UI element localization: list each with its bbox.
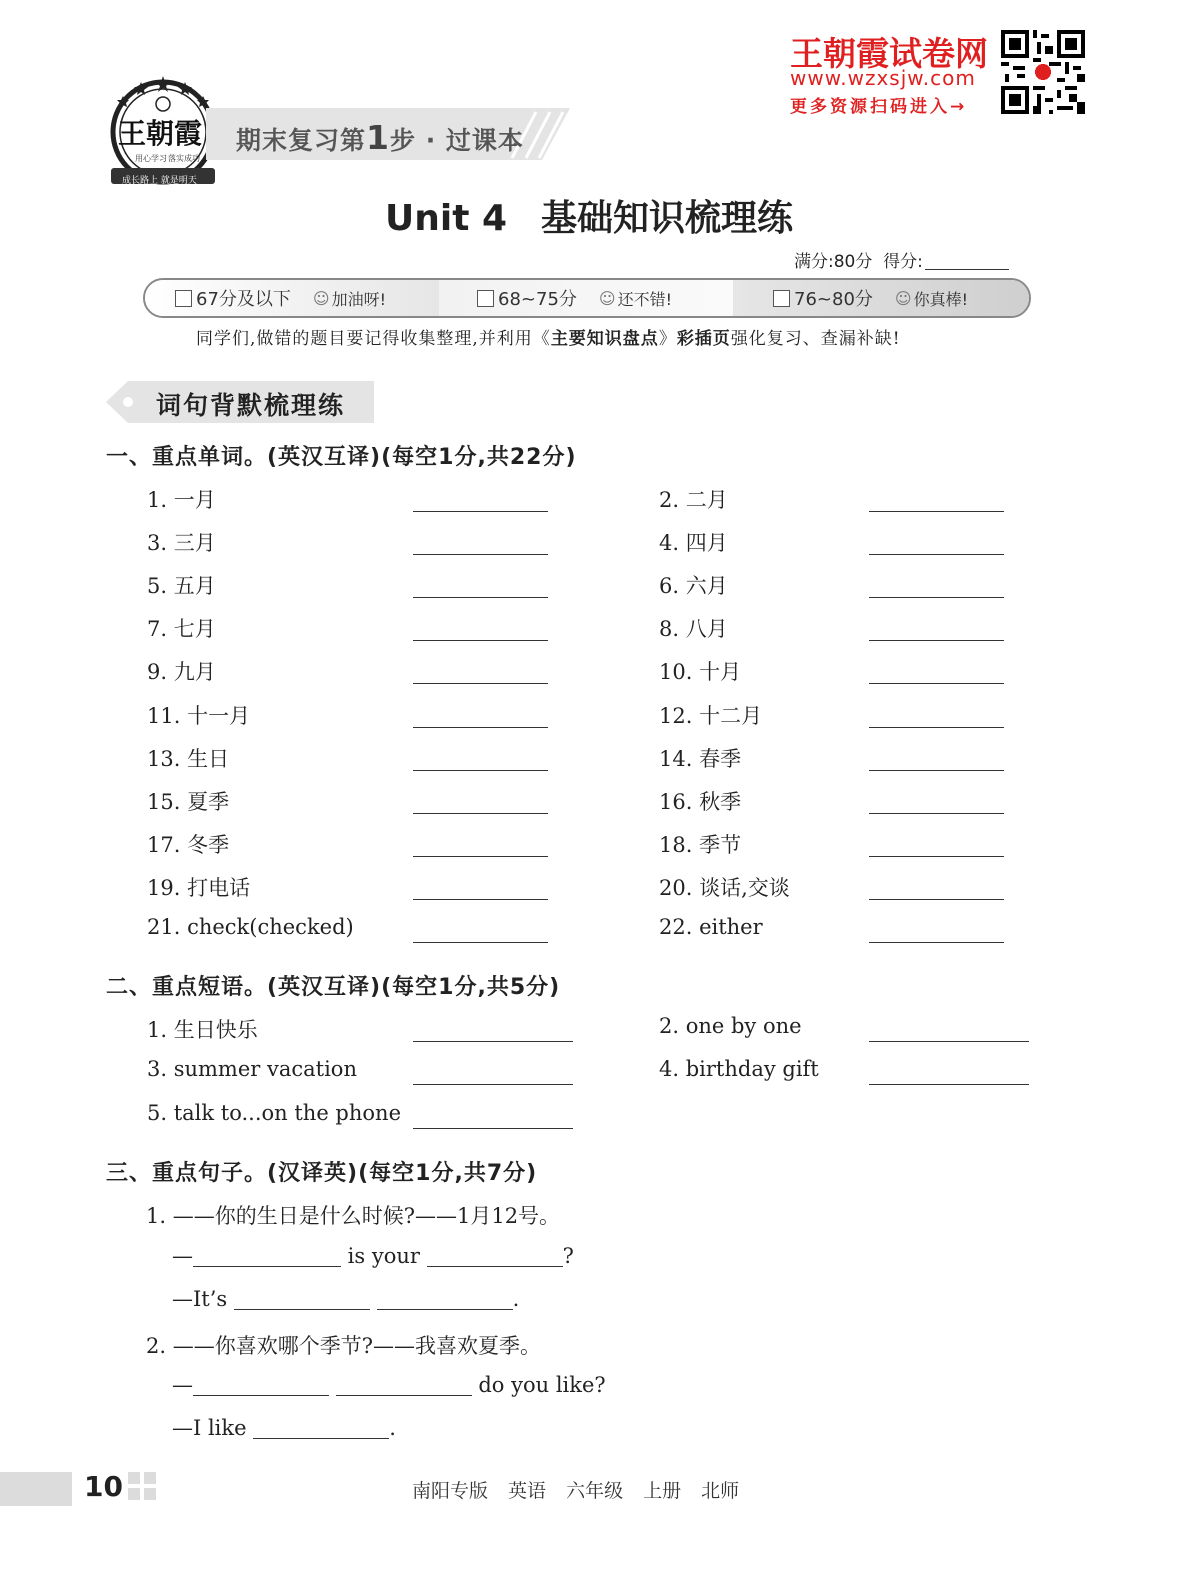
answer-blank[interactable] — [193, 1246, 341, 1267]
answer-blank[interactable] — [413, 856, 548, 857]
part2-heading: 二、重点短语。(英汉互译)(每空1分,共5分) — [106, 975, 561, 1000]
grade-option-2[interactable] — [439, 280, 733, 316]
part1-heading: 一、重点单词。(英汉互译)(每空1分,共22分) — [106, 445, 577, 470]
phrase-item: 5. talk to...on the phone — [147, 1100, 401, 1125]
vocab-item: 2. 二月 — [659, 488, 728, 512]
logo-ribbon: 成长路上 就是明天 — [122, 176, 197, 186]
page-number: 10 — [84, 1470, 123, 1503]
study-tip — [196, 324, 901, 349]
title-name: 基础知识梳理练 — [541, 198, 794, 239]
vocab-item: 8. 八月 — [659, 617, 728, 642]
section-label: 词句背默梳理练 — [156, 391, 346, 420]
footer-edition-info: 南阳专版 英语 六年级 上册 北师 — [412, 1480, 740, 1502]
answer-blank[interactable] — [869, 683, 1004, 684]
answer-blank[interactable] — [413, 1128, 573, 1129]
brand-slogan: 更多资源扫码进入→ — [790, 97, 968, 117]
vocab-item: 20. 谈话,交谈 — [659, 875, 790, 900]
q1-answer-line-1 — [172, 1244, 574, 1268]
vocab-item: 5. 五月 — [147, 574, 216, 599]
grade-message: 加油呀! — [331, 289, 387, 309]
vocab-item: 22. either — [659, 915, 763, 939]
vocab-item: 16. 秋季 — [659, 789, 742, 814]
brand-name: 王朝霞试卷网 — [790, 34, 988, 73]
answer-blank[interactable] — [869, 511, 1004, 512]
answer-blank[interactable] — [869, 554, 1004, 555]
dash: — — [172, 1373, 193, 1397]
answer-blank[interactable] — [427, 1246, 563, 1267]
q1-prompt: 1. ——你的生日是什么时候?——1月12号。 — [146, 1204, 561, 1228]
answer-blank[interactable] — [413, 511, 548, 512]
answer-blank[interactable] — [869, 1041, 1029, 1042]
vocab-item: 11. 十一月 — [147, 703, 251, 728]
step-banner-text — [236, 118, 524, 157]
answer-blank[interactable] — [413, 1084, 573, 1085]
unit-label: Unit 4 — [385, 198, 507, 239]
banner-suffix: 步 · 过课本 — [389, 126, 524, 155]
vocab-item: 10. 十月 — [659, 660, 742, 685]
vocab-item: 15. 夏季 — [147, 789, 230, 814]
grade-message: 你真棒! — [913, 289, 968, 309]
dash: — — [172, 1244, 193, 1268]
grade-bar — [143, 278, 1031, 318]
phrase-item: 3. summer vacation — [147, 1057, 357, 1082]
sentence-text: ? — [562, 1244, 574, 1268]
phrase-item: 1. 生日快乐 — [147, 1018, 258, 1042]
vocab-item: 12. 十二月 — [659, 703, 763, 728]
answer-blank[interactable] — [377, 1289, 513, 1310]
vocab-item: 21. check(checked) — [147, 915, 354, 939]
part3-heading: 三、重点句子。(汉译英)(每空1分,共7分) — [106, 1161, 538, 1186]
score-line — [794, 247, 1009, 272]
vocab-item: 1. 一月 — [147, 488, 216, 512]
sentence-text: do you like? — [471, 1373, 606, 1397]
tip-text: 》 — [658, 329, 677, 349]
q2-answer-line-1 — [172, 1373, 606, 1397]
sentence-text: . — [512, 1287, 520, 1311]
smiley-icon: ☺ — [312, 288, 330, 308]
vocab-item: 4. 四月 — [659, 531, 728, 556]
vocab-item: 7. 七月 — [147, 617, 216, 642]
answer-blank[interactable] — [869, 942, 1004, 943]
vocab-item: 19. 打电话 — [147, 875, 251, 900]
q2-prompt: 2. ——你喜欢哪个季节?——我喜欢夏季。 — [146, 1334, 541, 1358]
banner-prefix: 期末复习第 — [236, 126, 367, 155]
answer-blank[interactable] — [869, 770, 1004, 771]
answer-blank[interactable] — [413, 640, 548, 641]
vocab-item: 6. 六月 — [659, 574, 728, 599]
grade-range: 76~80分 — [794, 289, 873, 310]
answer-blank[interactable] — [336, 1375, 472, 1396]
answer-blank[interactable] — [869, 597, 1004, 598]
full-score: 满分:80分 — [794, 252, 873, 272]
tip-bold-text: 主要知识盘点 — [550, 329, 659, 349]
sentence-text: is your — [341, 1244, 427, 1268]
tip-text: 强化复习、查漏补缺! — [730, 329, 901, 349]
q1-answer-line-2 — [172, 1287, 519, 1311]
page-title — [385, 190, 793, 241]
checkbox-icon[interactable] — [477, 290, 494, 307]
sentence-text: —It’s — [172, 1287, 234, 1311]
answer-blank[interactable] — [413, 770, 548, 771]
logo-motto-right: 落实成功 — [168, 154, 200, 163]
answer-blank[interactable] — [413, 683, 548, 684]
sentence-text: —I like — [172, 1416, 254, 1440]
grade-range: 67分及以下 — [196, 289, 291, 310]
answer-blank[interactable] — [413, 813, 548, 814]
answer-blank[interactable] — [869, 1084, 1029, 1085]
answer-blank[interactable] — [234, 1289, 370, 1310]
got-score-blank[interactable] — [925, 269, 1009, 270]
vocab-item: 9. 九月 — [147, 660, 216, 685]
sentence-text: . — [389, 1416, 396, 1440]
answer-blank[interactable] — [869, 813, 1004, 814]
logo-motto-left: 用心学习 — [135, 154, 167, 163]
grade-option-3[interactable] — [733, 280, 1029, 316]
answer-blank[interactable] — [869, 856, 1004, 857]
answer-blank[interactable] — [253, 1418, 389, 1439]
logo-name: 王朝霞 — [118, 117, 203, 150]
answer-blank[interactable] — [869, 640, 1004, 641]
answer-blank[interactable] — [193, 1375, 329, 1396]
checkbox-icon[interactable] — [175, 290, 192, 307]
vocab-item: 14. 春季 — [659, 746, 742, 771]
footer-bar — [0, 1472, 160, 1506]
q2-answer-line-2 — [172, 1416, 396, 1440]
vocab-item: 13. 生日 — [147, 746, 230, 771]
answer-blank[interactable] — [413, 597, 548, 598]
smiley-icon: ☺ — [598, 288, 616, 308]
checkbox-icon[interactable] — [773, 290, 790, 307]
grade-message: 还不错! — [617, 289, 672, 309]
vocab-item: 18. 季节 — [659, 832, 742, 857]
tip-text: 同学们,做错的题目要记得收集整理,并利用《 — [196, 329, 551, 349]
answer-blank[interactable] — [413, 942, 548, 943]
banner-step-number: 1 — [366, 118, 390, 157]
answer-blank[interactable] — [413, 554, 548, 555]
answer-blank[interactable] — [413, 727, 548, 728]
grade-option-1[interactable] — [145, 280, 439, 316]
vocab-item: 3. 三月 — [147, 531, 216, 556]
vocab-item: 17. 冬季 — [147, 832, 230, 857]
smiley-icon: ☺ — [894, 288, 912, 308]
phrase-item: 4. birthday gift — [659, 1057, 819, 1082]
qr-code-icon[interactable] — [1001, 30, 1085, 114]
grade-range: 68~75分 — [498, 289, 577, 310]
answer-blank[interactable] — [869, 899, 1004, 900]
phrase-item: 2. one by one — [659, 1014, 802, 1038]
answer-blank[interactable] — [413, 1041, 573, 1042]
tip-bold-text: 彩插页 — [676, 329, 731, 349]
brand-url[interactable]: www.wzxsjw.com — [790, 66, 976, 90]
answer-blank[interactable] — [869, 727, 1004, 728]
got-score-label: 得分: — [883, 252, 923, 272]
answer-blank[interactable] — [413, 899, 548, 900]
